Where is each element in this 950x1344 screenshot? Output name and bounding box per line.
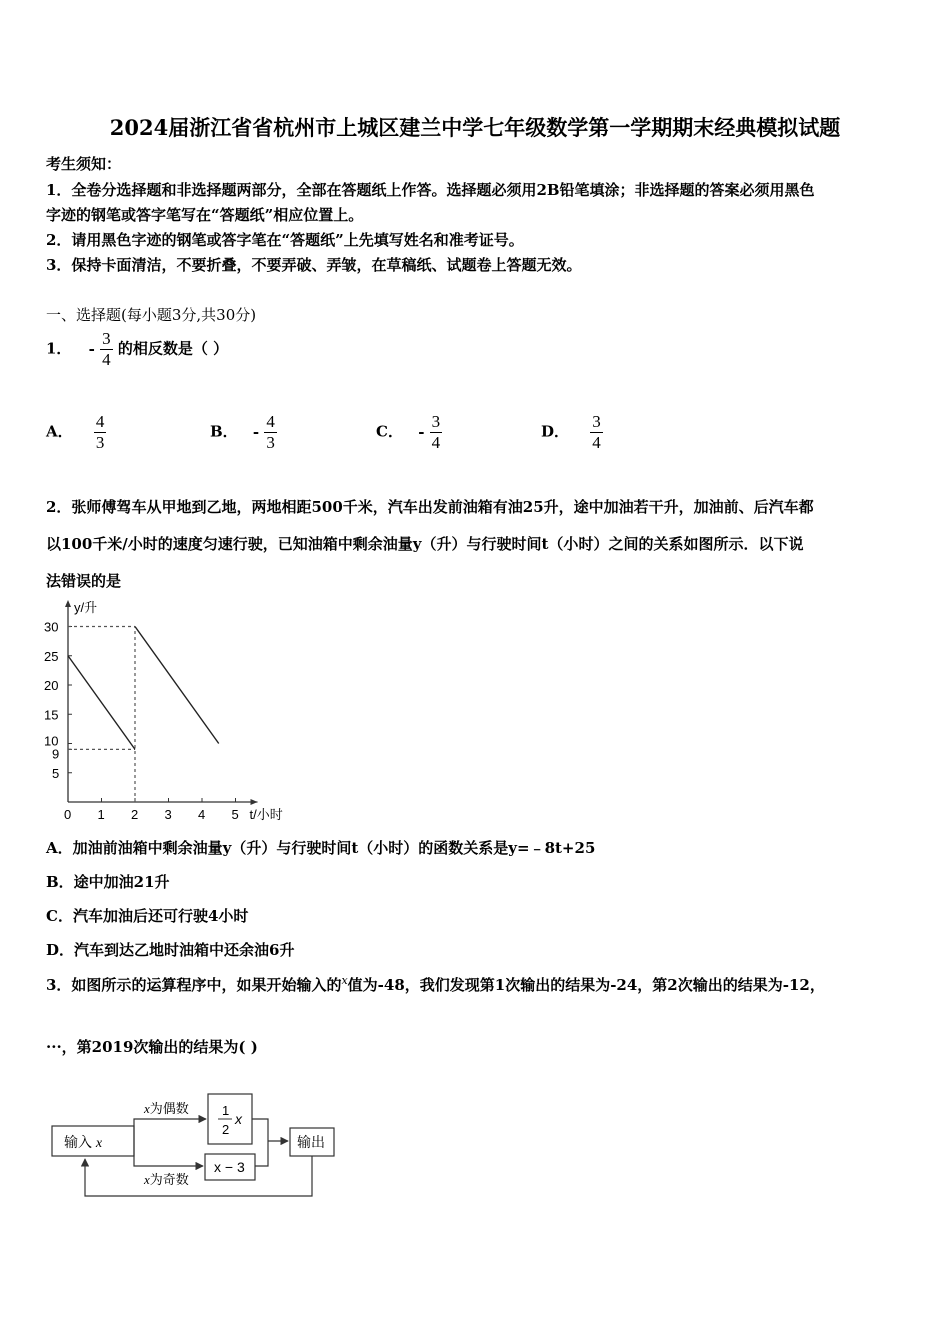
minus3-label: x − 3 [214, 1159, 245, 1175]
option-sign: - [252, 422, 260, 441]
x-axis-arrow [251, 799, 258, 805]
q1-option-c[interactable] [376, 412, 442, 453]
y-axis-arrow [65, 600, 71, 607]
series-line [68, 656, 135, 750]
y-tick-label: 15 [44, 707, 59, 723]
y-tick-label: 10 [44, 733, 59, 749]
q1-numerator: 3 [102, 329, 111, 348]
q2-option-d[interactable]: D．汽车到达乙地时油箱中还余油6升 [46, 941, 295, 959]
flowchart-diagram [48, 1090, 348, 1202]
notice-line-3: 3．保持卡面清洁，不要折叠，不要弄破、弄皱，在草稿纸、试题卷上答题无效。 [46, 256, 582, 274]
even-label: x为偶数 [144, 1101, 189, 1116]
q1-option-a[interactable] [46, 412, 106, 453]
q3-line-1 [46, 974, 825, 995]
option-label: D． [541, 422, 570, 441]
y-tick-label: 20 [44, 678, 59, 693]
y-tick-label: 25 [44, 648, 59, 664]
x-tick-label: 3 [164, 807, 172, 822]
q1-text: 的相反数是（ ） [117, 339, 229, 358]
option-label: A． [46, 422, 73, 441]
q1-fraction [100, 329, 113, 370]
input-label: 输入 x [64, 1134, 103, 1151]
option-fraction [590, 412, 603, 453]
merge-bottom-line [255, 1141, 268, 1166]
x-tick-label: 1 [97, 807, 105, 822]
q2-line-2: 以100千米/小时的速度匀速行驶，已知油箱中剩余油量y（升）与行驶时间t（小时）之间的关系如图所示．以下说 [46, 535, 804, 553]
x-tick-label: 2 [131, 807, 139, 822]
notice-line-1: 1．全卷分选择题和非选择题两部分，全部在答题纸上作答。选择题必须用2B铅笔填涂；非选择题的答案必须用黑色 [46, 181, 815, 199]
y-tick-label: 5 [52, 765, 60, 781]
option-denominator: 3 [95, 433, 105, 452]
option-label: B． [210, 422, 238, 441]
q3-var-x: x [341, 974, 348, 987]
odd-label: x为奇数 [144, 1172, 189, 1187]
q3-text-a: 3．如图所示的运算程序中，如果开始输入的 [46, 976, 342, 994]
option-numerator: 4 [95, 412, 105, 431]
option-numerator: 3 [592, 412, 601, 431]
notice-line-2: 2．请用黑色字迹的钢笔或答字笔在“答题纸”上先填写姓名和准考证号。 [46, 231, 524, 249]
x-axis-label: t/小时 [249, 807, 283, 822]
option-sign: - [418, 422, 425, 441]
option-label: C． [376, 422, 403, 441]
option-fraction [94, 412, 107, 453]
page-title: 2024届浙江省省杭州市上城区建兰中学七年级数学第一学期期末经典模拟试题 [109, 115, 841, 140]
q3-line-2: ···，第2019次输出的结果为( ) [46, 1038, 258, 1056]
series-line [135, 627, 219, 744]
q2-option-a[interactable]: A．加油前油箱中剩余油量y（升）与行驶时间t（小时）的函数关系是y=﹣8t+25 [46, 839, 596, 857]
option-fraction [264, 412, 277, 453]
y-tick-label: 30 [44, 619, 59, 635]
odd-arrow [134, 1141, 203, 1166]
section-heading: 一、选择题(每小题3分,共30分) [46, 306, 257, 324]
merge-top-line [252, 1119, 268, 1141]
q3-text-b: 值为-48，我们发现第1次输出的结果为-24，第2次输出的结果为-12， [347, 976, 825, 994]
even-arrow [134, 1119, 206, 1141]
option-fraction [430, 412, 443, 453]
option-denominator: 4 [431, 433, 441, 452]
q1-denominator: 4 [102, 350, 111, 369]
option-numerator: 4 [266, 412, 275, 431]
x-tick-label: 5 [231, 807, 239, 822]
option-numerator: 3 [431, 412, 441, 431]
option-denominator: 4 [592, 433, 601, 452]
notice-heading: 考生须知： [46, 155, 122, 173]
half-var: x [235, 1111, 242, 1127]
q2-option-b[interactable]: B．途中加油21升 [46, 873, 170, 891]
q1-number: 1． [46, 339, 72, 358]
y-axis-label: y/升 [74, 600, 98, 615]
q1-sign: - [88, 339, 95, 358]
fuel-chart [40, 594, 310, 828]
x-tick-label: 4 [198, 807, 206, 822]
y-tick-label: 9 [52, 746, 60, 762]
x-tick-label: 0 [64, 807, 72, 822]
half-numerator: 1 [222, 1103, 230, 1118]
question-1 [46, 329, 228, 370]
q1-option-b[interactable] [210, 412, 277, 453]
loop-back-arrow [85, 1156, 312, 1196]
q2-line-1: 2．张师傅驾车从甲地到乙地，两地相距500千米，汽车出发前油箱有油25升，途中加油若干升，加油前、后汽车都 [46, 498, 814, 516]
q2-line-3: 法错误的是 [46, 572, 122, 590]
q2-option-c[interactable]: C．汽车加油后还可行驶4小时 [46, 907, 249, 925]
option-denominator: 3 [266, 433, 275, 452]
q1-option-d[interactable] [541, 412, 603, 453]
output-label: 输出 [297, 1134, 325, 1150]
notice-line-1b: 字迹的钢笔或答字笔写在“答题纸”相应位置上。 [46, 206, 364, 224]
half-denominator: 2 [222, 1122, 230, 1137]
